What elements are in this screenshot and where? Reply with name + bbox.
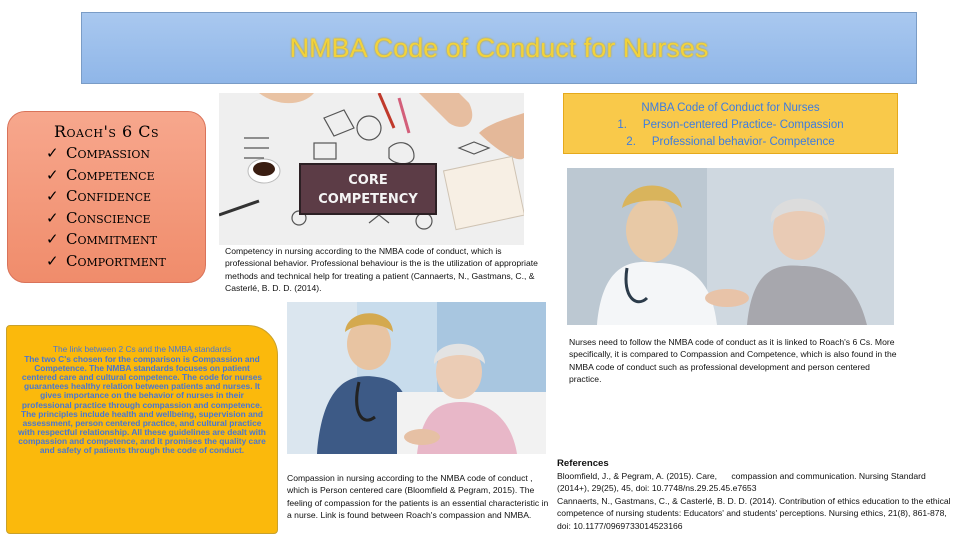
link-box-body: The two C's chosen for the comparison is Compassion and Competence. The NMBA standards focuses on patient centered care and cultural competence. The code for nurses guarantees healthy relation between patients and nurses. It gives importance on the behavior of nurses in their professional practice through compassion and competence. The principles include health and wellbeing, supervision and assessment, person centered practice, and cultural practice with respectful relationship. All these guidelines are dealt with compassion and competence, and it promises the quality care and safety of patients through the code of conduct. xyxy=(18,354,266,456)
caption-compassion: Compassion in nursing according to the NMBA code of conduct , which is Person centered care (Bloomfield & Pegram, 2015). The feeling of compassion for the patients is an essential characteristic in a nurse. Link is found between Roach's compassion and NMBA. xyxy=(287,473,549,521)
roach-item: ✓ Competence xyxy=(8,165,205,187)
checkmark-icon: ✓ xyxy=(46,208,59,227)
reference-item: Cannaerts, N., Gastmans, C., & Casterlé, B. D. D. (2014). Contribution of ethics education to the ethical competence of nursing students: Educators' and students' perceptions. Nursing ethics, 21(8), 861-878, doi: 10.1177/0969733014523166 xyxy=(557,495,951,531)
nurse-photo-illustration xyxy=(567,168,894,325)
references-heading: References xyxy=(557,458,609,469)
checkmark-icon: ✓ xyxy=(46,144,59,162)
references xyxy=(557,458,955,532)
link-2cs-nmba-box xyxy=(6,325,278,534)
roach-item: ✓ Commitment xyxy=(8,229,205,251)
checkmark-icon: ✓ xyxy=(46,187,59,205)
nurse-elderly-photo xyxy=(567,168,894,325)
nurse-patient-illustration xyxy=(287,302,546,454)
checkmark-icon: ✓ xyxy=(46,251,59,270)
core-competency-sign: CORE COMPETENCY xyxy=(299,163,437,215)
title-banner xyxy=(81,12,917,84)
checkmark-icon: ✓ xyxy=(46,165,59,184)
nurse-patient-photo xyxy=(287,302,546,454)
roach-item: ✓ Compassion xyxy=(8,143,205,165)
roach-6cs-box xyxy=(7,111,206,283)
nmba-code-box xyxy=(563,93,898,154)
nmba-box-item: 2. Professional behavior- Competence xyxy=(626,136,835,148)
core-competency-image xyxy=(219,93,524,245)
caption-nmba-link: Nurses need to follow the NMBA code of conduct as it is linked to Roach's 6 Cs. More specifically, it is compared to Compassion and Competence, which is also found in the NMBA code of conduct such as professional development and person centered practice. xyxy=(569,337,897,385)
roach-item: ✓ Confidence xyxy=(8,186,205,208)
page-title: NMBA Code of Conduct for Nurses xyxy=(289,32,709,63)
nmba-box-item: 1. Person-centered Practice- Compassion xyxy=(617,119,844,131)
link-box-title: The link between 2 Cs and the NMBA standards xyxy=(52,344,232,354)
roach-item: ✓ Comportment xyxy=(8,251,205,273)
caption-competency: Competency in nursing according to the NMBA code of conduct, which is professional behavior. Professional behaviour is the is the utilization of appropriate methods and technical help for treating a patient (Cannaerts, N., Gastmans, C., & Casterlé, B. D. D. (2014). xyxy=(225,246,538,294)
reference-item: Bloomfield, J., & Pegram, A. (2015). Care, compassion and communication. Nursing Standard (2014+), 29(25), 45, doi: 10.7748/ns.29.25.45.e7653 xyxy=(557,471,929,494)
nmba-box-title: NMBA Code of Conduct for Nurses xyxy=(641,102,820,114)
roach-title: Roach's 6 Cs xyxy=(53,122,160,141)
checkmark-icon: ✓ xyxy=(46,230,59,248)
roach-item: ✓ Conscience xyxy=(8,208,205,230)
